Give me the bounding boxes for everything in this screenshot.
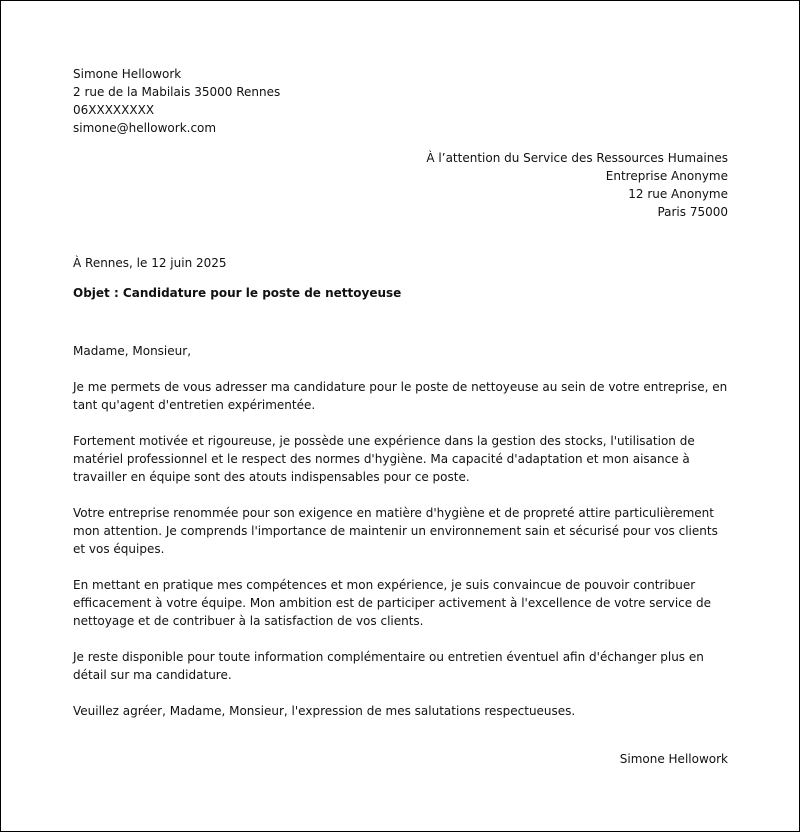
recipient-street: 12 rue Anonyme xyxy=(628,187,728,201)
paragraph-experience: Fortement motivée et rigoureuse, je possède une expérience dans la gestion des stocks, l'utilisation de matériel professionnel et le respect des normes d'hygiène. Ma capacité d'adaptation et mon aisance à travailler en équipe sont des atouts indispensables pour ce poste. xyxy=(73,434,695,484)
salutation: Madame, Monsieur, xyxy=(73,344,192,358)
signature: Simone Hellowork xyxy=(619,752,728,766)
paragraph-closing: Veuillez agréer, Madame, Monsieur, l'expression de mes salutations respectueuses. xyxy=(73,704,576,718)
sender-name: Simone Hellowork xyxy=(73,67,182,81)
paragraph-contribution: En mettant en pratique mes compétences et mon expérience, je suis convaincue de pouvoir contribuer efficacement à votre équipe. Mon ambition est de participer activement à l'excellence de votre service de nettoyage et de contribuer à la satisfaction de vos clients. xyxy=(73,578,711,628)
letter-body xyxy=(73,342,733,738)
recipient-block xyxy=(426,149,728,221)
sender-address: 2 rue de la Mabilais 35000 Rennes xyxy=(73,85,281,99)
recipient-city: Paris 75000 xyxy=(657,205,728,219)
paragraph-availability: Je reste disponible pour toute information complémentaire ou entretien éventuel afin d'échanger plus en détail sur ma candidature. xyxy=(73,650,704,682)
date-line: À Rennes, le 12 juin 2025 xyxy=(73,256,227,270)
paragraph-motivation: Votre entreprise renommée pour son exigence en matière d'hygiène et de propreté attire particulièrement mon attention. Je comprends l'importance de maintenir un environnement sain et sécurisé pour vos clients et vos équipes. xyxy=(73,506,718,556)
sender-email: simone@hellowork.com xyxy=(73,121,217,135)
subject-line: Objet : Candidature pour le poste de nettoyeuse xyxy=(73,286,402,300)
sender-block xyxy=(73,65,280,137)
recipient-company: Entreprise Anonyme xyxy=(605,169,728,183)
recipient-attention: À l’attention du Service des Ressources Humaines xyxy=(426,151,728,165)
paragraph-intro: Je me permets de vous adresser ma candidature pour le poste de nettoyeuse au sein de votre entreprise, en tant qu'agent d'entretien expérimentée. xyxy=(73,380,728,412)
sender-phone: 06XXXXXXXX xyxy=(73,103,155,117)
